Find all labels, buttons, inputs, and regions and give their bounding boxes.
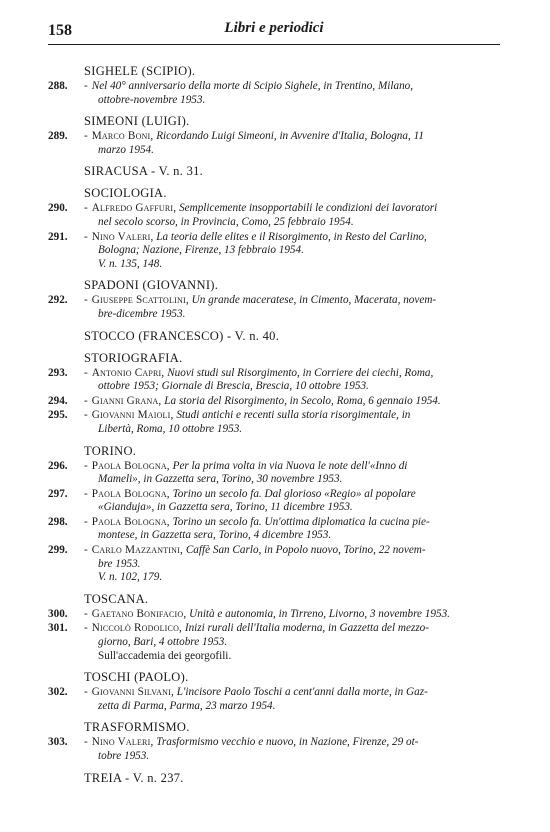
bibliography-entry (48, 231, 508, 272)
entry-first-line: - Carlo Mazzantini, Caffè San Carlo, in Popolo nuovo, Torino, 22 novem- (84, 544, 426, 557)
section-heading: SPADONI (GIOVANNI). (84, 278, 219, 293)
entry-author: Paola Bologna, (91, 459, 170, 472)
entry-continuation: zetta di Parma, Parma, 23 marzo 1954. (98, 699, 276, 712)
bibliography-entry (48, 488, 508, 515)
entry-first-line: - Giovanni Maioli, Studi antichi e recenti sulla storia risorgimentale, in (84, 409, 411, 422)
entry-first-line: - Paola Bologna, Per la prima volta in via Nuova le note dell'«Inno di (84, 459, 408, 472)
entry-title: Studi antichi e recenti sulla storia risorgimentale, in (176, 409, 411, 422)
section-heading: TOSCANA. (84, 591, 149, 606)
entry-title: L'incisore Paolo Toschi a cent'anni dalla morte, in Gaz- (176, 686, 428, 699)
section-heading: TORINO. (84, 443, 137, 458)
entry-first-line: - Gianni Grana, La storia del Risorgimento, in Secolo, Roma, 6 gennaio 1954. (84, 394, 441, 407)
entry-continuation: bre-dicembre 1953. (98, 307, 186, 320)
entry-title: Inizi rurali dell'Italia moderna, in Gazzetta del mezzo- (184, 622, 429, 635)
entry-author: Niccolò Rodolico, (91, 622, 183, 635)
bibliography-entry (48, 202, 508, 229)
section-heading: STORIOGRAFIA. (84, 350, 183, 365)
section-heading: TOSCHI (PAOLO). (84, 670, 189, 685)
entry-note: Sull'accademia dei georgofili. (98, 649, 232, 662)
entry-number: 289. (48, 130, 68, 143)
page-number: 158 (48, 22, 72, 39)
entry-title: La teoria delle elites e il Risorgimento, in Resto del Carlino, (156, 230, 427, 243)
entry-continuation: ottobre 1953; Giornale di Brescia, Brescia, 10 ottobre 1953. (98, 380, 369, 393)
entry-number: 290. (48, 202, 68, 215)
entry-continuation: montese, in Gazzetta sera, Torino, 4 dicembre 1953. (98, 529, 332, 542)
entry-author: Nino Valeri, (91, 230, 154, 243)
bibliography-entry (48, 80, 508, 107)
entry-first-line: - Antonio Capri, Nuovi studi sul Risorgimento, in Corriere dei ciechi, Roma, (84, 366, 434, 379)
entry-continuation: nel secolo scorso, in Provincia, Como, 25 febbraio 1954. (98, 215, 354, 228)
entry-number: 297. (48, 487, 68, 500)
entry-number: 301. (48, 622, 68, 635)
entry-number: 295. (48, 409, 68, 422)
bibliography-entry (48, 460, 508, 487)
entry-title: Torino un secolo fa. Dal glorioso «Regio» al popolare (172, 487, 416, 500)
bibliography-entry (48, 622, 508, 663)
entry-title: Un grande maceratese, in Cimento, Macerata, novem- (191, 294, 437, 307)
entry-author: Giovanni Maioli, (91, 409, 174, 422)
entry-continuation: giorno, Bari, 4 ottobre 1953. (98, 636, 228, 649)
entry-continuation: ottobre-novembre 1953. (98, 93, 206, 106)
entry-title: Ricordando Luigi Simeoni, in Avvenire d'Italia, Bologna, 11 (156, 130, 424, 143)
entry-title: Nuovi studi sul Risorgimento, in Corriere dei ciechi, Roma, (167, 366, 434, 379)
bibliography-entry (48, 367, 508, 394)
entry-continuation: Libertà, Roma, 10 ottobre 1953. (98, 422, 243, 435)
entry-number: 288. (48, 80, 68, 92)
entry-author: Paola Bologna, (91, 487, 170, 500)
entry-continuation: Bologna; Nazione, Firenze, 13 febbraio 1954. (98, 244, 304, 257)
entry-continuation: «Gianduja», in Gazzetta sera, Torino, 11 dicembre 1953. (98, 501, 353, 514)
entry-title: Unità e autonomia, in Tirreno, Livorno, 3 novembre 1953. (189, 607, 450, 620)
running-title: Libri e periodici (224, 20, 324, 36)
entry-first-line: - Nino Valeri, Trasformismo vecchio e nuovo, in Nazione, Firenze, 29 ot- (84, 736, 419, 749)
bibliography-entry (48, 544, 508, 585)
entry-first-line: - Gaetano Bonifacio, Unità e autonomia, in Tirreno, Livorno, 3 novembre 1953. (84, 607, 450, 620)
entry-author: Giovanni Silvani, (91, 686, 174, 699)
entry-continuation: bre 1953. (98, 557, 141, 570)
entry-number: 293. (48, 366, 68, 379)
bibliography-entry (48, 608, 508, 622)
cross-reference: V. n. 102, 179. (98, 571, 163, 584)
entry-number: 302. (48, 686, 68, 699)
entry-title: Trasformismo vecchio e nuovo, in Nazione, Firenze, 29 ot- (156, 736, 419, 749)
entry-author: Gianni Grana, (91, 394, 162, 407)
entry-first-line: - Giovanni Silvani, L'incisore Paolo Toschi a cent'anni dalla morte, in Gaz- (84, 686, 428, 699)
entry-author: Giuseppe Scattolini, (91, 294, 189, 307)
cross-reference: V. n. 135, 148. (98, 257, 163, 270)
entry-first-line: - Marco Boni, Ricordando Luigi Simeoni, in Avvenire d'Italia, Bologna, 11 (84, 130, 424, 143)
bibliography-list (48, 64, 508, 786)
entry-first-line: - Paola Bologna, Torino un secolo fa. Un'ottima diplomatica la cucina pie- (84, 515, 430, 528)
entry-first-line: - Niccolò Rodolico, Inizi rurali dell'Italia moderna, in Gazzetta del mezzo- (84, 622, 429, 635)
running-header (48, 18, 500, 45)
entry-number: 294. (48, 394, 68, 407)
bibliography-entry (48, 130, 508, 157)
section-heading: SIMEONI (LUIGI). (84, 114, 190, 129)
section-heading: SIGHELE (SCIPIO). (84, 64, 196, 78)
entry-continuation: marzo 1954. (98, 143, 154, 156)
entry-first-line: - Nino Valeri, La teoria delle elites e il Risorgimento, in Resto del Carlino, (84, 230, 427, 243)
section-heading: TREIA - V. n. 237. (84, 770, 184, 785)
entry-author: Gaetano Bonifacio, (91, 607, 187, 620)
entry-author: Marco Boni, (91, 130, 154, 143)
entry-number: 300. (48, 607, 68, 620)
entry-title: Torino un secolo fa. Un'ottima diplomatica la cucina pie- (172, 515, 430, 528)
entry-author: Carlo Mazzantini, (91, 544, 184, 557)
entry-title: Semplicemente insopportabili le condizioni dei lavoratori (179, 202, 438, 215)
bibliography-entry (48, 736, 508, 763)
entry-number: 296. (48, 459, 68, 472)
section-heading: STOCCO (FRANCESCO) - V. n. 40. (84, 328, 280, 343)
bibliography-entry (48, 516, 508, 543)
entry-first-line: - Paola Bologna, Torino un secolo fa. Dal glorioso «Regio» al popolare (84, 487, 416, 500)
entry-title: Nel 40° anniversario della morte di Scipio Sighele, in Trentino, Milano, (91, 80, 414, 92)
bibliography-entry (48, 686, 508, 713)
entry-number: 299. (48, 544, 68, 557)
entry-title: Caffè San Carlo, in Popolo nuovo, Torino, 22 novem- (185, 544, 426, 557)
entry-title: Per la prima volta in via Nuova le note dell'«Inno di (172, 459, 408, 472)
section-heading: TRASFORMISMO. (84, 720, 190, 735)
bibliography-entry (48, 395, 508, 409)
bibliography-entry (48, 294, 508, 321)
bibliography-entry (48, 409, 508, 436)
entry-first-line: - Giuseppe Scattolini, Un grande maceratese, in Cimento, Macerata, novem- (84, 294, 437, 307)
entry-number: 303. (48, 736, 68, 749)
entry-continuation: Mameli», in Gazzetta sera, Torino, 30 novembre 1953. (98, 473, 343, 486)
entry-first-line: - Nel 40° anniversario della morte di Scipio Sighele, in Trentino, Milano, (84, 80, 414, 92)
entry-author: Alfredo Gaffuri, (91, 202, 177, 215)
entry-author: Antonio Capri, (91, 366, 165, 379)
entry-number: 291. (48, 230, 68, 243)
entry-first-line: - Alfredo Gaffuri, Semplicemente insopportabili le condizioni dei lavoratori (84, 202, 438, 215)
entry-title: La storia del Risorgimento, in Secolo, Roma, 6 gennaio 1954. (164, 394, 441, 407)
entry-author: Paola Bologna, (91, 515, 170, 528)
section-heading: SOCIOLOGIA. (84, 186, 167, 201)
section-heading: SIRACUSA - V. n. 31. (84, 164, 204, 179)
entry-author: Nino Valeri, (91, 736, 154, 749)
entry-continuation: tobre 1953. (98, 750, 150, 762)
entry-number: 292. (48, 294, 68, 307)
entry-number: 298. (48, 515, 68, 528)
